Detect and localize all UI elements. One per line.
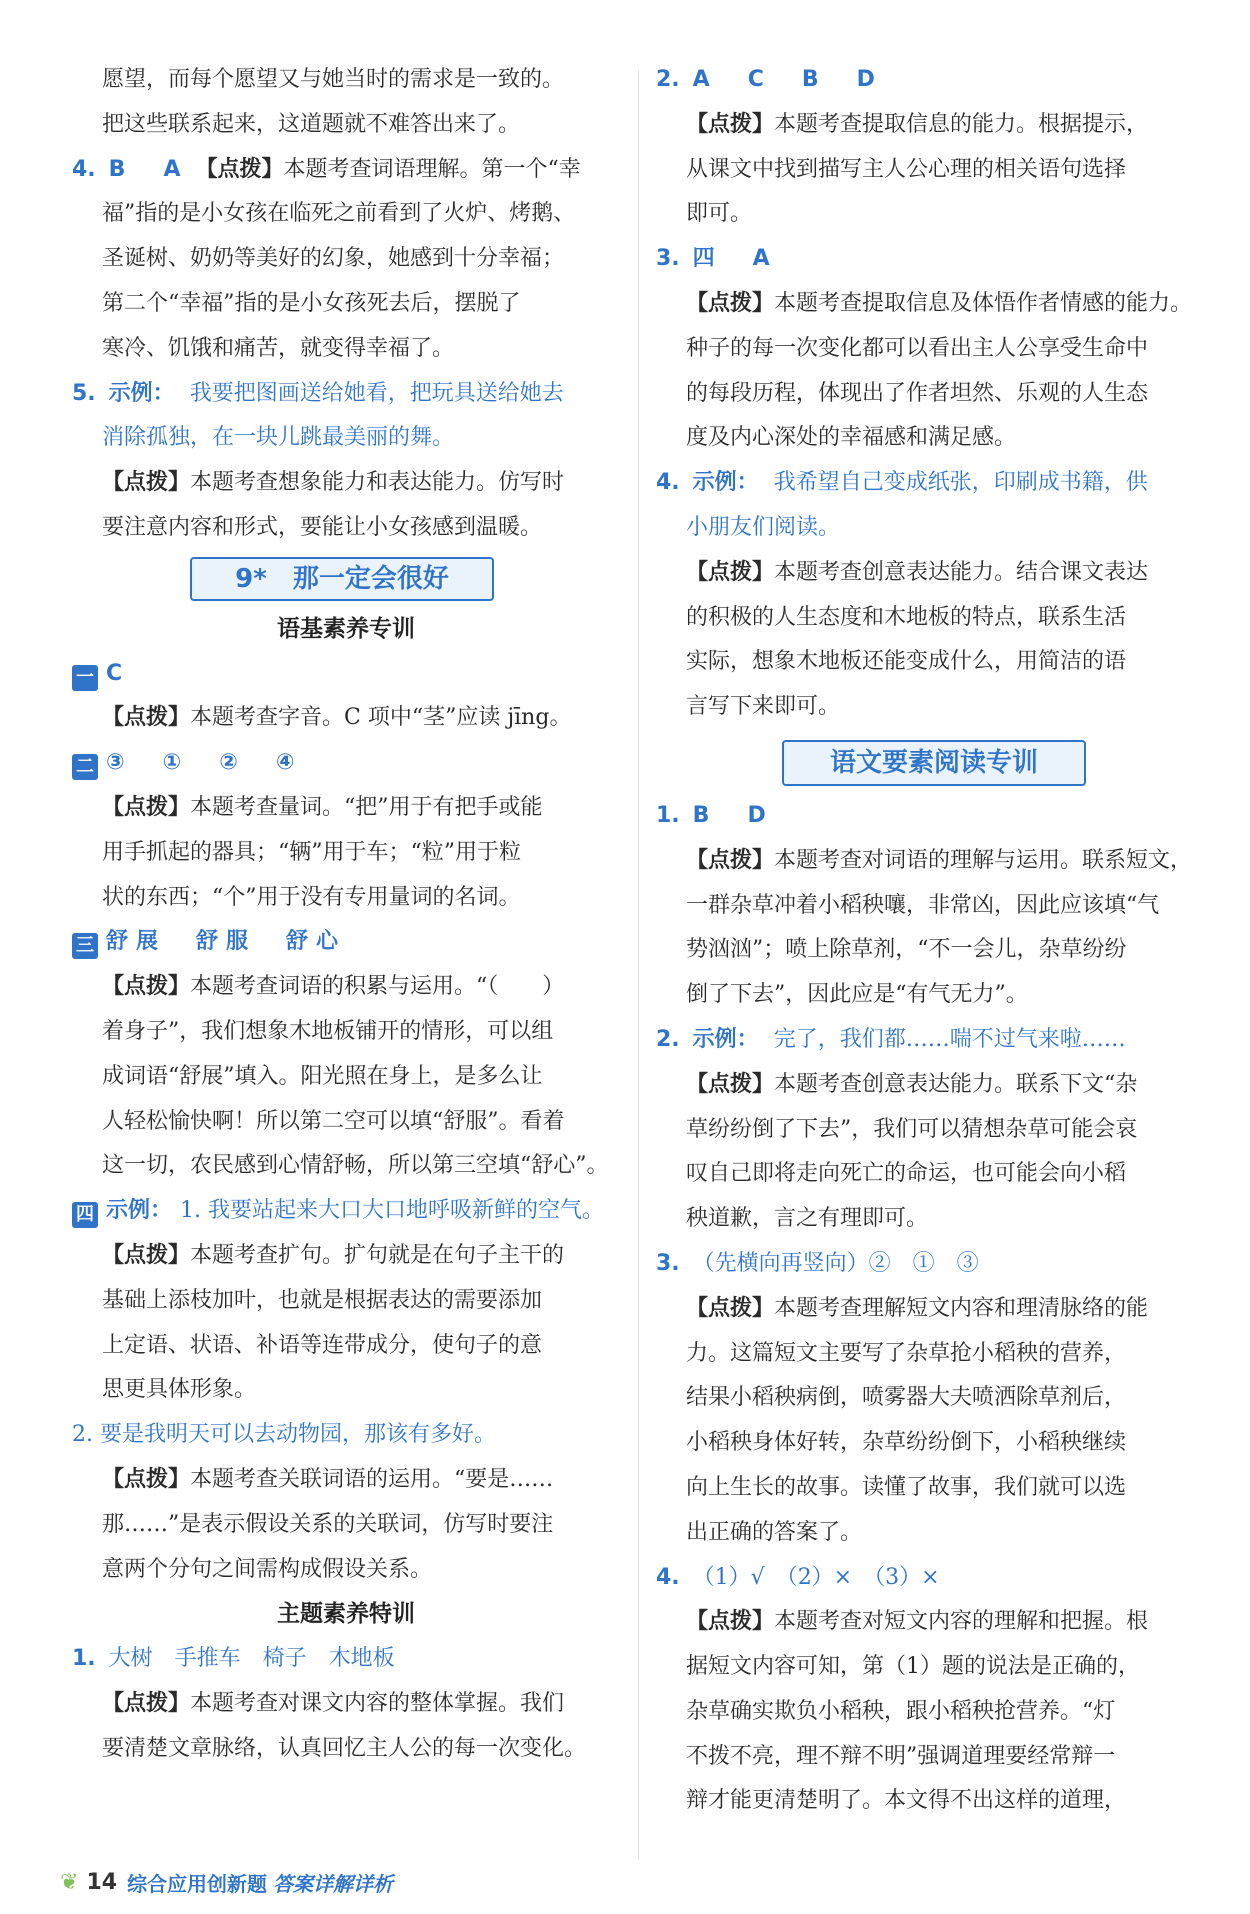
answer-4	[656, 461, 1204, 506]
hint-tag: 【点拨】	[102, 974, 191, 1000]
hint-text: 本题考查提取信息及体悟作者情感的能力。	[774, 290, 1193, 316]
example-text: 2. 要是我明天可以去动物园，那该有多好。	[72, 1422, 496, 1448]
hint-tag: 【点拨】	[686, 1295, 775, 1321]
answer-value: （先横向再竖向）② ① ③	[692, 1250, 979, 1276]
part-4	[72, 1189, 620, 1234]
hint-text: 本题考查提取信息的能力。根据提示，	[774, 111, 1149, 137]
hint-text: 本题考查字音。C 项中“茎”应读 jīng。	[190, 705, 572, 731]
hint-tag: 【点拨】	[102, 794, 191, 820]
text-line: 用手抓起的器具；“辆”用于车；“粒”用于粒	[102, 839, 521, 865]
part-marker: 一	[72, 665, 98, 691]
part-3	[72, 920, 620, 965]
hint-text: 本题考查词语理解。第一个“幸	[283, 156, 581, 182]
question-number: 1.	[656, 802, 680, 828]
reading-answer-1	[656, 794, 1204, 839]
hint-line	[656, 1287, 1204, 1332]
example-text: 1. 我要站起来大口大口地呼吸新鲜的空气。	[180, 1198, 605, 1224]
text-line: 力。这篇短文主要写了杂草抢小稻秧的营养，	[686, 1340, 1127, 1366]
text-line: 要清楚文章脉络，认真回忆主人公的每一次变化。	[102, 1735, 587, 1761]
text-line: 度及内心深处的幸福感和满足感。	[686, 425, 1017, 451]
hint-line	[72, 696, 620, 741]
answer-value: 大树 手推车 椅子 木地板	[108, 1646, 395, 1672]
text-line: 把这些联系起来，这道题就不难答出来了。	[102, 111, 521, 137]
hint-text: 本题考查量词。“把”用于有把手或能	[190, 794, 543, 820]
text-line: 结果小稻秧病倒，喷雾器大夫喷洒除草剂后，	[686, 1385, 1127, 1411]
page-footer	[60, 1862, 393, 1902]
example-text: 完了，我们都……喘不过气来啦……	[773, 1026, 1126, 1052]
text-line: 草纷纷倒了下去”，我们可以猜想杂草可能会哀	[686, 1116, 1138, 1142]
brand-subtitle: 答案详解详析	[273, 1871, 394, 1896]
text-line: 辩才能更清楚明了。本文得不出这样的道理，	[686, 1788, 1127, 1814]
text-line: 小稻秧身体好转，杂草纷纷倒下，小稻秧继续	[686, 1430, 1127, 1456]
question-number: 4.	[656, 1564, 680, 1590]
text-line: 着身子”，我们想象木地板铺开的情形，可以组	[102, 1018, 554, 1044]
text-line: 愿望，而每个愿望又与她当时的需求是一致的。	[102, 67, 565, 92]
column-divider	[638, 70, 639, 1860]
hint-tag: 【点拨】	[686, 1071, 775, 1097]
hint-text: 本题考查扩句。扩句就是在句子主干的	[190, 1242, 565, 1268]
question-number: 3.	[656, 246, 680, 272]
text-line: 思更具体形象。	[102, 1377, 257, 1403]
hint-tag: 【点拨】	[686, 559, 775, 585]
example-label: 示例：	[106, 1198, 173, 1224]
text-line: 的每段历程，体现出了作者坦然、乐观的人生态	[686, 380, 1149, 406]
text-line: 圣诞树、奶奶等美好的幻象，她感到十分幸福；	[102, 246, 565, 272]
hint-line	[656, 839, 1204, 884]
left-column	[72, 58, 620, 1771]
text-line: 势汹汹”；喷上除草剂，“不一会儿，杂草纷纷	[686, 937, 1127, 963]
example-label: 示例：	[108, 380, 175, 406]
question-number: 4.	[656, 470, 680, 496]
hint-tag: 【点拨】	[686, 290, 775, 316]
answer-value: ③ ① ② ④	[106, 750, 303, 776]
text-line: 叹自己即将走向死亡的命运，也可能会向小稻	[686, 1161, 1127, 1187]
part-marker: 三	[72, 933, 98, 959]
hint-text: 本题考查创意表达能力。结合课文表达	[774, 559, 1149, 585]
text-line: 一群杂草冲着小稻秧嚷，非常凶，因此应该填“气	[686, 892, 1160, 918]
hint-tag: 【点拨】	[102, 705, 191, 731]
hint-tag: 【点拨】	[686, 111, 775, 137]
hint-text: 本题考查关联词语的运用。“要是……	[190, 1466, 554, 1492]
lesson-title: 9* 那一定会很好	[190, 557, 494, 601]
answer-value: 四 A	[692, 246, 778, 272]
hint-text: 本题考查理解短文内容和理清脉络的能	[774, 1295, 1149, 1321]
hint-text: 本题考查对课文内容的整体掌握。我们	[190, 1690, 565, 1716]
hint-text: 本题考查词语的积累与运用。“（ ）	[190, 974, 565, 1000]
answer-4	[72, 148, 620, 193]
text-line: 寒冷、饥饿和痛苦，就变得幸福了。	[102, 335, 455, 361]
answer-value: C	[106, 660, 131, 686]
leaf-icon: ❦	[60, 1869, 79, 1895]
part-marker: 四	[72, 1202, 98, 1228]
example-text: 我希望自己变成纸张，印刷成书籍，供	[773, 470, 1148, 496]
example-text: 小朋友们阅读。	[686, 514, 841, 540]
hint-tag: 【点拨】	[686, 847, 775, 873]
text-line: 实际，想象木地板还能变成什么，用简洁的语	[686, 649, 1127, 675]
text-line: 上定语、状语、补语等连带成分，使句子的意	[102, 1332, 543, 1358]
hint-line	[656, 103, 1204, 148]
hint-line	[72, 461, 620, 506]
text-line: 状的东西；“个”用于没有专用量词的名词。	[102, 884, 521, 910]
text-line: 基础上添枝加叶，也就是根据表达的需要添加	[102, 1287, 543, 1313]
text-line: 即可。	[686, 201, 753, 227]
text-line: 秧道歉，言之有理即可。	[686, 1206, 929, 1232]
hint-tag: 【点拨】	[102, 1242, 191, 1268]
answer-value: 舒展 舒服 舒心	[106, 929, 347, 955]
hint-line	[72, 1234, 620, 1279]
text-line: 据短文内容可知，第（1）题的说法是正确的，	[686, 1654, 1140, 1680]
example-label: 示例：	[692, 1026, 759, 1052]
example-text: 我要把图画送给她看，把玩具送给她去	[189, 380, 564, 406]
answer-value: （1）√ （2）× （3）×	[692, 1564, 940, 1590]
hint-tag: 【点拨】	[102, 1466, 191, 1492]
question-number: 1.	[72, 1646, 96, 1672]
text-line: 从课文中找到描写主人公心理的相关语句选择	[686, 156, 1127, 182]
text-line: 这一切，农民感到心情舒畅，所以第三空填“舒心”。	[102, 1153, 609, 1179]
text-line: 第二个“幸福”指的是小女孩死去后，摆脱了	[102, 290, 521, 316]
question-number: 2.	[656, 1026, 680, 1052]
text-line: 人轻松愉快啊！所以第二空可以填“舒服”。看着	[102, 1108, 565, 1134]
answer-2	[656, 58, 1204, 103]
text-line: 要注意内容和形式，要能让小女孩感到温暖。	[102, 514, 543, 540]
hint-line	[72, 1458, 620, 1503]
hint-text: 本题考查想象能力和表达能力。仿写时	[190, 470, 565, 496]
hint-tag: 【点拨】	[686, 1609, 775, 1635]
part-1	[72, 652, 620, 697]
hint-text: 本题考查创意表达能力。联系下文“杂	[774, 1071, 1138, 1097]
text-line: 倒了下去”，因此应是“有气无力”。	[686, 982, 1028, 1008]
answer-5	[72, 372, 620, 417]
hint-line	[72, 786, 620, 831]
text-line: 的积极的人生态度和木地板的特点，联系生活	[686, 604, 1127, 630]
question-number: 2.	[656, 67, 680, 92]
question-number: 5.	[72, 380, 96, 406]
text-line: 杂草确实欺负小稻秧，跟小稻秧抢营养。“灯	[686, 1698, 1116, 1724]
text-line: 向上生长的故事。读懂了故事，我们就可以选	[686, 1474, 1127, 1500]
hint-tag: 【点拨】	[102, 470, 191, 496]
hint-text: 本题考查对短文内容的理解和把握。根	[774, 1609, 1149, 1635]
section-subtitle: 语基素养专训	[277, 615, 415, 642]
example-text: 消除孤独，在一块儿跳最美丽的舞。	[102, 425, 455, 451]
part-2	[72, 741, 620, 786]
reading-answer-2	[656, 1018, 1204, 1063]
text-line: 不拨不亮，理不辩不明”强调道理要经常辩一	[686, 1743, 1116, 1769]
question-number: 4.	[72, 156, 96, 182]
hint-text: 本题考查对词语的理解与运用。联系短文，	[774, 847, 1193, 873]
section-banner: 语文要素阅读专训	[782, 740, 1086, 786]
question-number: 3.	[656, 1250, 680, 1276]
text-line: 福”指的是小女孩在临死之前看到了火炉、烤鹅、	[102, 201, 576, 227]
text-line: 意两个分句之间需构成假设关系。	[102, 1556, 433, 1582]
reading-answer-3	[656, 1242, 1204, 1287]
hint-line	[656, 551, 1204, 596]
part-marker: 二	[72, 754, 98, 780]
right-column	[656, 58, 1204, 1824]
page-number: 14	[86, 1869, 118, 1895]
hint-tag: 【点拨】	[195, 156, 284, 182]
section-subtitle: 主题素养特训	[277, 1601, 415, 1628]
text-line: 种子的每一次变化都可以看出主人公享受生命中	[686, 335, 1149, 361]
hint-line	[656, 282, 1204, 327]
answer-value: B A	[108, 156, 189, 182]
hint-tag: 【点拨】	[102, 1690, 191, 1716]
hint-line	[656, 1063, 1204, 1108]
answer-value: B D	[692, 802, 774, 828]
reading-answer-4	[656, 1556, 1204, 1601]
text-line: 言写下来即可。	[686, 694, 841, 720]
hint-line	[72, 965, 620, 1010]
example-label: 示例：	[692, 470, 759, 496]
answer-3	[656, 237, 1204, 282]
theme-answer-1	[72, 1637, 620, 1682]
text-line: 那……”是表示假设关系的关联词，仿写时要注	[102, 1511, 554, 1537]
hint-line	[656, 1600, 1204, 1645]
text-line: 出正确的答案了。	[686, 1519, 863, 1545]
answer-value: A C B D	[692, 67, 883, 92]
brand-logo: 综合应用创新题	[127, 1871, 268, 1896]
hint-line	[72, 1682, 620, 1727]
text-line: 成词语“舒展”填入。阳光照在身上，是多么让	[102, 1063, 543, 1089]
